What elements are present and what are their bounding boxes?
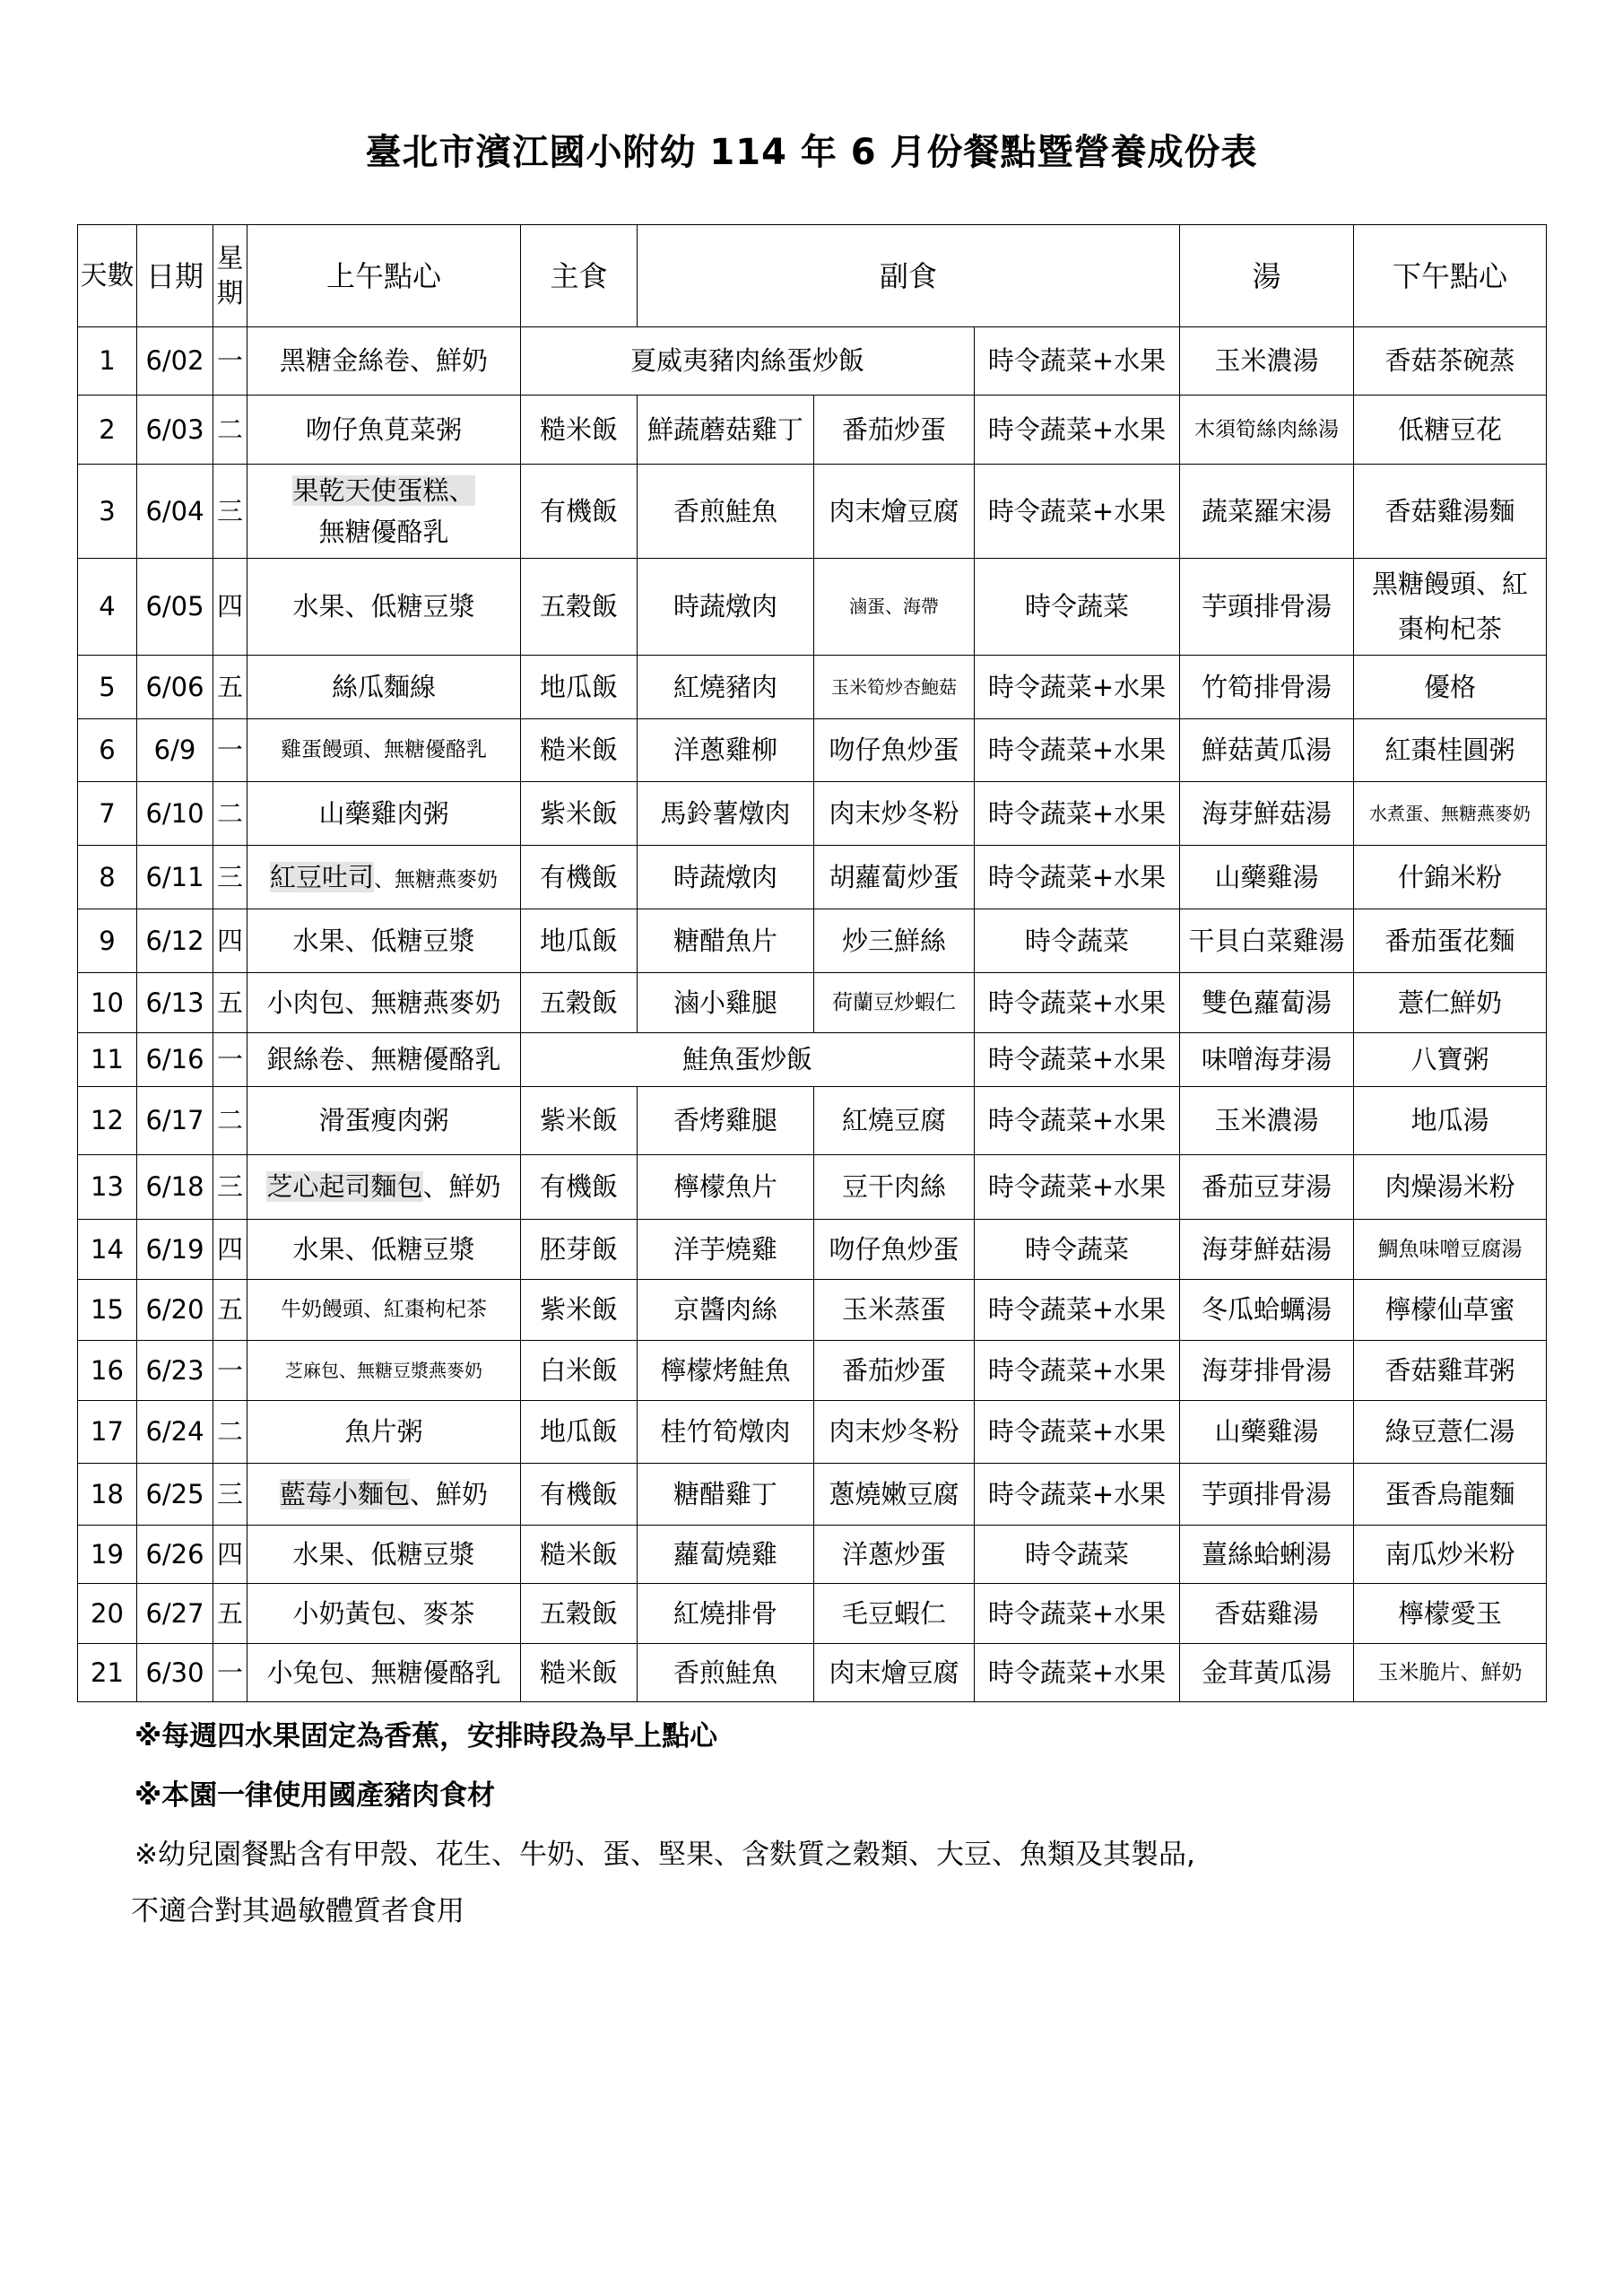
am-snack-highlight: 藍莓小麵包 [279, 1478, 410, 1509]
cell-am-snack: 水果、低糖豆漿 [247, 559, 521, 656]
cell-staple: 白米飯 [521, 1341, 638, 1401]
cell-side1: 洋芋燒雞 [638, 1220, 814, 1280]
cell-staple: 胚芽飯 [521, 1220, 638, 1280]
note-allergens-continued: 不適合對其過敏體質者食用 [131, 1894, 464, 1927]
cell-side2: 肉末炒冬粉 [814, 782, 975, 846]
table-row [78, 1220, 1547, 1280]
cell-day: 15 [78, 1280, 137, 1341]
cell-side1: 鮮蔬蘑菇雞丁 [638, 396, 814, 465]
cell-staple: 地瓜飯 [521, 656, 638, 719]
note-allergens: ※幼兒園餐點含有甲殼、花生、牛奶、蛋、堅果、含麩質之穀類、大豆、魚類及其製品, [135, 1839, 1195, 1872]
cell-side2: 毛豆蝦仁 [814, 1584, 975, 1644]
cell-am-snack: 小奶黃包、麥茶 [247, 1584, 521, 1644]
table-row [78, 1341, 1547, 1401]
am-snack-rest: 、鮮奶 [410, 1478, 489, 1509]
cell-weekday: 二 [213, 1401, 247, 1464]
table-row [78, 1584, 1547, 1644]
cell-soup: 冬瓜蛤蠣湯 [1180, 1280, 1354, 1341]
cell-side1: 馬鈴薯燉肉 [638, 782, 814, 846]
cell-staple: 地瓜飯 [521, 909, 638, 973]
cell-veg: 時令蔬菜+水果 [975, 1087, 1180, 1155]
cell-veg: 時令蔬菜+水果 [975, 1033, 1180, 1087]
cell-side1: 香煎鮭魚 [638, 1644, 814, 1702]
cell-soup: 香菇雞湯 [1180, 1584, 1354, 1644]
cell-side1: 紅燒排骨 [638, 1584, 814, 1644]
cell-veg: 時令蔬菜+水果 [975, 782, 1180, 846]
cell-soup: 海芽排骨湯 [1180, 1341, 1354, 1401]
cell-date: 6/20 [137, 1280, 213, 1341]
menu-table [77, 224, 1547, 1702]
cell-side1: 檸檬烤鮭魚 [638, 1341, 814, 1401]
cell-side2: 炒三鮮絲 [814, 909, 975, 973]
cell-staple: 有機飯 [521, 846, 638, 909]
cell-weekday: 五 [213, 1280, 247, 1341]
cell-day: 5 [78, 656, 137, 719]
cell-pm-snack: 番茄蛋花麵 [1354, 909, 1547, 973]
cell-am-snack: 水果、低糖豆漿 [247, 1220, 521, 1280]
cell-veg: 時令蔬菜+水果 [975, 396, 1180, 465]
cell-weekday: 四 [213, 559, 247, 656]
cell-veg: 時令蔬菜+水果 [975, 465, 1180, 559]
cell-weekday: 二 [213, 396, 247, 465]
cell-side1: 糖醋魚片 [638, 909, 814, 973]
cell-weekday: 三 [213, 1464, 247, 1526]
cell-weekday: 一 [213, 719, 247, 782]
cell-date: 6/26 [137, 1526, 213, 1584]
cell-side2: 肉末燴豆腐 [814, 465, 975, 559]
table-row [78, 1464, 1547, 1526]
table-row [78, 1033, 1547, 1087]
header-staple: 主食 [521, 225, 638, 327]
cell-staple: 紫米飯 [521, 782, 638, 846]
cell-date: 6/25 [137, 1464, 213, 1526]
cell-date: 6/04 [137, 465, 213, 559]
cell-am-snack: 水果、低糖豆漿 [247, 909, 521, 973]
cell-date: 6/13 [137, 973, 213, 1033]
cell-pm-snack: 紅棗桂圓粥 [1354, 719, 1547, 782]
cell-side1: 香烤雞腿 [638, 1087, 814, 1155]
header-am-snack: 上午點心 [247, 225, 521, 327]
cell-date: 6/18 [137, 1155, 213, 1220]
cell-side2: 吻仔魚炒蛋 [814, 719, 975, 782]
cell-date: 6/11 [137, 846, 213, 909]
cell-am-snack: 魚片粥 [247, 1401, 521, 1464]
cell-pm-snack: 肉燥湯米粉 [1354, 1155, 1547, 1220]
table-row [78, 1280, 1547, 1341]
cell-side2: 玉米蒸蛋 [814, 1280, 975, 1341]
cell-soup: 竹筍排骨湯 [1180, 656, 1354, 719]
cell-side2: 番茄炒蛋 [814, 1341, 975, 1401]
cell-day: 20 [78, 1584, 137, 1644]
cell-side2: 肉末燴豆腐 [814, 1644, 975, 1702]
table-row [78, 327, 1547, 396]
cell-date: 6/19 [137, 1220, 213, 1280]
cell-soup: 芋頭排骨湯 [1180, 559, 1354, 656]
cell-side2: 吻仔魚炒蛋 [814, 1220, 975, 1280]
table-row [78, 973, 1547, 1033]
cell-am-snack: 小兔包、無糖優酪乳 [247, 1644, 521, 1702]
page-title: 臺北市濱江國小附幼 114 年 6 月份餐點暨營養成份表 [365, 132, 1258, 173]
cell-staple: 糙米飯 [521, 1526, 638, 1584]
header-date: 日期 [137, 225, 213, 327]
cell-day: 4 [78, 559, 137, 656]
cell-veg: 時令蔬菜+水果 [975, 327, 1180, 396]
cell-am-snack [247, 1155, 521, 1220]
cell-day: 11 [78, 1033, 137, 1087]
cell-date: 6/02 [137, 327, 213, 396]
cell-side2: 荷蘭豆炒蝦仁 [814, 973, 975, 1033]
cell-date: 6/03 [137, 396, 213, 465]
cell-pm-snack: 香菇雞茸粥 [1354, 1341, 1547, 1401]
cell-day: 1 [78, 327, 137, 396]
pm-snack-line-2: 棗枸杞茶 [1398, 613, 1503, 644]
cell-am-snack [247, 465, 521, 559]
cell-side2: 紅燒豆腐 [814, 1087, 975, 1155]
cell-weekday: 三 [213, 465, 247, 559]
cell-am-snack: 小肉包、無糖燕麥奶 [247, 973, 521, 1033]
am-snack-line-1: 果乾天使蛋糕、 [292, 474, 475, 506]
table-row [78, 396, 1547, 465]
cell-day: 17 [78, 1401, 137, 1464]
cell-side1: 香煎鮭魚 [638, 465, 814, 559]
cell-veg: 時令蔬菜+水果 [975, 1280, 1180, 1341]
cell-staple: 鮭魚蛋炒飯 [521, 1033, 975, 1087]
cell-soup: 番茄豆芽湯 [1180, 1155, 1354, 1220]
table-row [78, 846, 1547, 909]
cell-soup: 木須筍絲肉絲湯 [1180, 396, 1354, 465]
cell-staple: 有機飯 [521, 1464, 638, 1526]
cell-day: 19 [78, 1526, 137, 1584]
cell-staple: 有機飯 [521, 465, 638, 559]
cell-weekday: 四 [213, 1220, 247, 1280]
cell-pm-snack: 蛋香烏龍麵 [1354, 1464, 1547, 1526]
cell-day: 14 [78, 1220, 137, 1280]
cell-soup: 玉米濃湯 [1180, 1087, 1354, 1155]
cell-soup: 雙色蘿蔔湯 [1180, 973, 1354, 1033]
cell-side1: 桂竹筍燉肉 [638, 1401, 814, 1464]
cell-soup: 金茸黃瓜湯 [1180, 1644, 1354, 1702]
table-row [78, 559, 1547, 656]
cell-weekday: 四 [213, 1526, 247, 1584]
cell-day: 13 [78, 1155, 137, 1220]
cell-pm-snack: 八寶粥 [1354, 1033, 1547, 1087]
table-row [78, 465, 1547, 559]
cell-weekday: 二 [213, 1087, 247, 1155]
cell-am-snack: 芝麻包、無糖豆漿燕麥奶 [247, 1341, 521, 1401]
cell-veg: 時令蔬菜+水果 [975, 719, 1180, 782]
cell-side2: 玉米筍炒杏鮑菇 [814, 656, 975, 719]
cell-side2: 豆干肉絲 [814, 1155, 975, 1220]
cell-side2: 蔥燒嫩豆腐 [814, 1464, 975, 1526]
cell-side1: 時蔬燉肉 [638, 846, 814, 909]
cell-soup: 玉米濃湯 [1180, 327, 1354, 396]
cell-soup: 蔬菜羅宋湯 [1180, 465, 1354, 559]
cell-pm-snack: 檸檬仙草蜜 [1354, 1280, 1547, 1341]
cell-side1: 紅燒豬肉 [638, 656, 814, 719]
cell-soup: 山藥雞湯 [1180, 1401, 1354, 1464]
cell-am-snack: 絲瓜麵線 [247, 656, 521, 719]
cell-day: 9 [78, 909, 137, 973]
cell-side1: 京醬肉絲 [638, 1280, 814, 1341]
cell-weekday: 一 [213, 327, 247, 396]
cell-pm-snack: 香菇雞湯麵 [1354, 465, 1547, 559]
cell-veg: 時令蔬菜 [975, 909, 1180, 973]
cell-weekday: 三 [213, 1155, 247, 1220]
cell-veg: 時令蔬菜+水果 [975, 1584, 1180, 1644]
notes-section [131, 1720, 1569, 1954]
cell-weekday: 五 [213, 1584, 247, 1644]
cell-staple: 五穀飯 [521, 559, 638, 656]
cell-day: 6 [78, 719, 137, 782]
cell-soup: 薑絲蛤蜊湯 [1180, 1526, 1354, 1584]
cell-date: 6/06 [137, 656, 213, 719]
cell-staple: 五穀飯 [521, 973, 638, 1033]
cell-staple: 地瓜飯 [521, 1401, 638, 1464]
cell-weekday: 五 [213, 973, 247, 1033]
cell-date: 6/05 [137, 559, 213, 656]
cell-side1: 糖醋雞丁 [638, 1464, 814, 1526]
cell-date: 6/12 [137, 909, 213, 973]
cell-soup: 芋頭排骨湯 [1180, 1464, 1354, 1526]
cell-pm-snack: 玉米脆片、鮮奶 [1354, 1644, 1547, 1702]
cell-date: 6/17 [137, 1087, 213, 1155]
table-row [78, 1087, 1547, 1155]
note-domestic-pork: ※本園一律使用國產豬肉食材 [135, 1779, 496, 1813]
cell-veg: 時令蔬菜+水果 [975, 973, 1180, 1033]
cell-veg: 時令蔬菜+水果 [975, 846, 1180, 909]
header-day: 天數 [78, 225, 137, 327]
cell-am-snack [247, 1464, 521, 1526]
cell-am-snack: 吻仔魚莧菜粥 [247, 396, 521, 465]
cell-pm-snack: 水煮蛋、無糖燕麥奶 [1354, 782, 1547, 846]
cell-side1: 檸檬魚片 [638, 1155, 814, 1220]
table-row [78, 909, 1547, 973]
cell-veg: 時令蔬菜 [975, 1526, 1180, 1584]
cell-pm-snack [1354, 559, 1547, 656]
table-row [78, 656, 1547, 719]
cell-day: 2 [78, 396, 137, 465]
cell-soup: 味噌海芽湯 [1180, 1033, 1354, 1087]
cell-side2: 番茄炒蛋 [814, 396, 975, 465]
cell-weekday: 二 [213, 782, 247, 846]
cell-staple: 有機飯 [521, 1155, 638, 1220]
cell-staple: 紫米飯 [521, 1087, 638, 1155]
cell-soup: 海芽鮮菇湯 [1180, 782, 1354, 846]
cell-pm-snack: 香菇茶碗蒸 [1354, 327, 1547, 396]
cell-side1: 時蔬燉肉 [638, 559, 814, 656]
cell-soup: 干貝白菜雞湯 [1180, 909, 1354, 973]
am-snack-line-2: 無糖優酪乳 [318, 517, 449, 547]
cell-weekday: 三 [213, 846, 247, 909]
cell-date: 6/9 [137, 719, 213, 782]
header-pm-snack: 下午點心 [1354, 225, 1547, 327]
am-snack-highlight: 芝心起司麵包 [266, 1171, 423, 1203]
cell-am-snack: 牛奶饅頭、紅棗枸杞茶 [247, 1280, 521, 1341]
cell-weekday: 一 [213, 1341, 247, 1401]
cell-veg: 時令蔬菜+水果 [975, 656, 1180, 719]
cell-am-snack [247, 846, 521, 909]
cell-veg: 時令蔬菜 [975, 559, 1180, 656]
cell-pm-snack: 綠豆薏仁湯 [1354, 1401, 1547, 1464]
cell-weekday: 四 [213, 909, 247, 973]
cell-veg: 時令蔬菜+水果 [975, 1341, 1180, 1401]
cell-weekday: 一 [213, 1033, 247, 1087]
header-soup: 湯 [1180, 225, 1354, 327]
table-row [78, 1526, 1547, 1584]
cell-pm-snack: 地瓜湯 [1354, 1087, 1547, 1155]
cell-date: 6/30 [137, 1644, 213, 1702]
cell-day: 8 [78, 846, 137, 909]
cell-veg: 時令蔬菜+水果 [975, 1464, 1180, 1526]
cell-pm-snack: 優格 [1354, 656, 1547, 719]
cell-staple: 糙米飯 [521, 396, 638, 465]
cell-date: 6/23 [137, 1341, 213, 1401]
cell-am-snack: 水果、低糖豆漿 [247, 1526, 521, 1584]
cell-date: 6/24 [137, 1401, 213, 1464]
cell-staple: 紫米飯 [521, 1280, 638, 1341]
cell-date: 6/10 [137, 782, 213, 846]
cell-day: 21 [78, 1644, 137, 1702]
cell-side1: 蘿蔔燒雞 [638, 1526, 814, 1584]
header-weekday: 星期 [213, 225, 247, 327]
cell-pm-snack: 什錦米粉 [1354, 846, 1547, 909]
table-row [78, 719, 1547, 782]
cell-side2: 洋蔥炒蛋 [814, 1526, 975, 1584]
cell-soup: 山藥雞湯 [1180, 846, 1354, 909]
cell-day: 16 [78, 1341, 137, 1401]
cell-soup: 海芽鮮菇湯 [1180, 1220, 1354, 1280]
cell-day: 12 [78, 1087, 137, 1155]
cell-day: 18 [78, 1464, 137, 1526]
cell-pm-snack: 南瓜炒米粉 [1354, 1526, 1547, 1584]
cell-staple: 糙米飯 [521, 1644, 638, 1702]
cell-pm-snack: 低糖豆花 [1354, 396, 1547, 465]
cell-weekday: 五 [213, 656, 247, 719]
cell-veg: 時令蔬菜+水果 [975, 1401, 1180, 1464]
table-row [78, 1401, 1547, 1464]
table-row [78, 1155, 1547, 1220]
cell-veg: 時令蔬菜+水果 [975, 1644, 1180, 1702]
cell-pm-snack: 檸檬愛玉 [1354, 1584, 1547, 1644]
pm-snack-line-1: 黑糖饅頭、紅 [1372, 569, 1529, 600]
cell-soup: 鮮菇黃瓜湯 [1180, 719, 1354, 782]
cell-am-snack: 滑蛋瘦肉粥 [247, 1087, 521, 1155]
cell-am-snack: 山藥雞肉粥 [247, 782, 521, 846]
cell-side2: 肉末炒冬粉 [814, 1401, 975, 1464]
cell-side1: 滷小雞腿 [638, 973, 814, 1033]
cell-pm-snack: 薏仁鮮奶 [1354, 973, 1547, 1033]
cell-side2: 滷蛋、海帶 [814, 559, 975, 656]
cell-date: 6/16 [137, 1033, 213, 1087]
am-snack-rest: 、鮮奶 [422, 1171, 501, 1203]
cell-date: 6/27 [137, 1584, 213, 1644]
cell-am-snack: 黑糖金絲卷、鮮奶 [247, 327, 521, 396]
header-side: 副食 [638, 225, 1180, 327]
cell-side2: 胡蘿蔔炒蛋 [814, 846, 975, 909]
cell-staple: 夏威夷豬肉絲蛋炒飯 [521, 327, 975, 396]
cell-day: 3 [78, 465, 137, 559]
table-row [78, 782, 1547, 846]
header-row [78, 225, 1547, 327]
cell-staple: 糙米飯 [521, 719, 638, 782]
cell-pm-snack: 鯛魚味噌豆腐湯 [1354, 1220, 1547, 1280]
cell-staple: 五穀飯 [521, 1584, 638, 1644]
cell-am-snack: 雞蛋饅頭、無糖優酪乳 [247, 719, 521, 782]
cell-weekday: 一 [213, 1644, 247, 1702]
am-snack-highlight: 紅豆吐司 [269, 861, 374, 892]
table-row [78, 1644, 1547, 1702]
cell-am-snack: 銀絲卷、無糖優酪乳 [247, 1033, 521, 1087]
cell-day: 10 [78, 973, 137, 1033]
cell-day: 7 [78, 782, 137, 846]
cell-veg: 時令蔬菜+水果 [975, 1155, 1180, 1220]
am-snack-rest: 、無糖燕麥奶 [374, 867, 498, 891]
cell-side1: 洋蔥雞柳 [638, 719, 814, 782]
cell-veg: 時令蔬菜 [975, 1220, 1180, 1280]
note-thursday-fruit: ※每週四水果固定為香蕉，安排時段為早上點心 [135, 1720, 718, 1752]
